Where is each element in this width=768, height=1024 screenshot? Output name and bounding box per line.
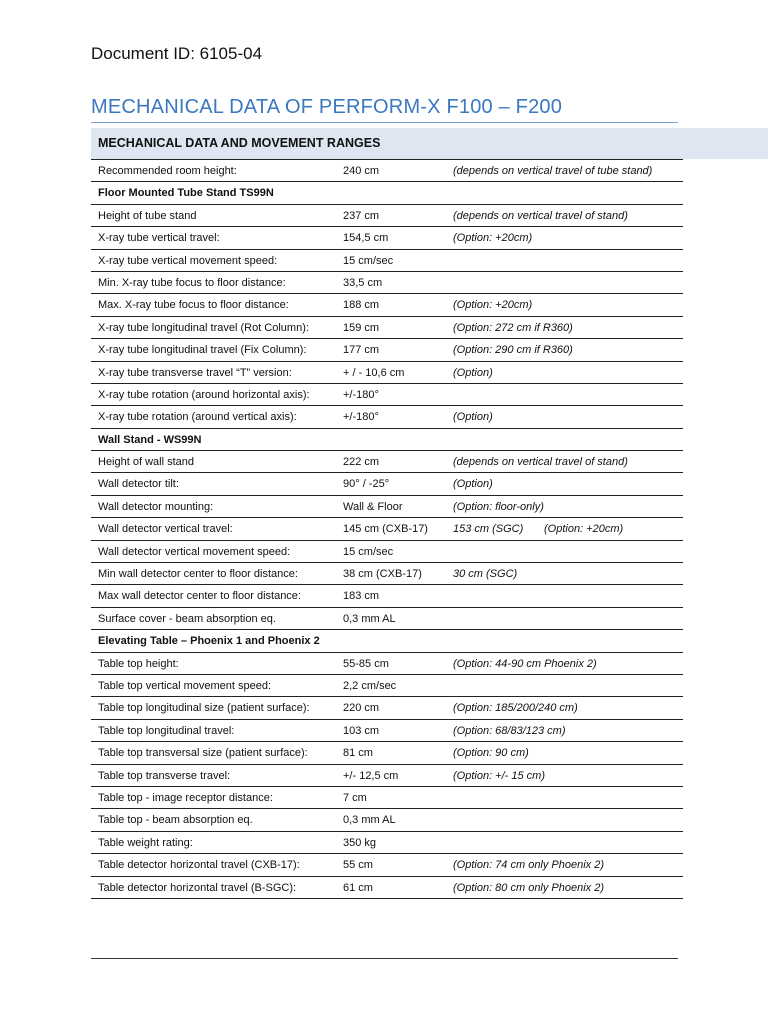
table-row (91, 809, 683, 831)
row-value: + / - 10,6 cm (343, 366, 405, 379)
table-section-row (91, 429, 683, 451)
row-label: Surface cover - beam absorption eq. (98, 612, 276, 625)
row-value: 220 cm (343, 702, 380, 715)
row-label: Height of wall stand (98, 456, 194, 469)
table-row (91, 518, 683, 540)
row-value: 0,3 mm AL (343, 612, 396, 625)
row-note: (Option: 185/200/240 cm) (453, 702, 578, 715)
row-label: Wall detector vertical travel: (98, 523, 233, 536)
row-label: Max wall detector center to floor distance: (98, 590, 301, 603)
table-row (91, 563, 683, 585)
table-row (91, 877, 683, 899)
row-label: Table top transversal size (patient surface): (98, 747, 308, 760)
table-row (91, 541, 683, 563)
row-label: Min wall detector center to floor distance: (98, 568, 298, 581)
row-value: 145 cm (CXB-17) (343, 523, 428, 536)
row-value: +/-180° (343, 388, 379, 401)
row-label: Table top longitudinal size (patient surface): (98, 702, 310, 715)
row-note: (Option: 272 cm if R360) (453, 321, 573, 334)
row-label: Wall detector vertical movement speed: (98, 545, 291, 558)
row-label: Wall detector tilt: (98, 478, 179, 491)
row-value: 177 cm (343, 344, 380, 357)
row-note: (Option: floor-only) (453, 500, 544, 513)
row-value: 33,5 cm (343, 276, 383, 289)
page-title: MECHANICAL DATA OF PERFORM-X F100 – F200 (91, 96, 563, 118)
row-section-title: Wall Stand - WS99N (98, 433, 202, 446)
row-note: (Option: 80 cm only Phoenix 2) (453, 881, 605, 894)
table-row (91, 384, 683, 406)
row-label: Table top longitudinal travel: (98, 724, 235, 737)
row-label: Table top vertical movement speed: (98, 679, 272, 692)
row-note: (depends on vertical travel of tube stand) (453, 165, 653, 177)
row-label: X-ray tube vertical travel: (98, 232, 220, 245)
table-row (91, 832, 683, 854)
footer-rule (91, 958, 678, 959)
row-value: 222 cm (343, 456, 380, 469)
table-row (91, 294, 683, 316)
row-label: Table weight rating: (98, 836, 193, 849)
table-row (91, 205, 683, 227)
row-note: (Option) (453, 411, 493, 424)
row-note: (depends on vertical travel of stand) (453, 456, 628, 469)
row-value: 7 cm (343, 791, 367, 804)
row-label: X-ray tube rotation (around vertical axis): (98, 411, 297, 424)
row-note: (depends on vertical travel of stand) (453, 209, 628, 222)
row-label: Wall detector mounting: (98, 500, 214, 513)
table-row (91, 854, 683, 876)
section-heading: MECHANICAL DATA AND MOVEMENT RANGES (98, 136, 381, 150)
table-row (91, 406, 683, 428)
table-row (91, 160, 683, 182)
document-id: Document ID: 6105-04 (91, 44, 263, 63)
row-section-title: Floor Mounted Tube Stand TS99N (98, 187, 274, 200)
row-note: (Option: +20cm) (453, 232, 533, 245)
table-row (91, 451, 683, 473)
table-row (91, 362, 683, 384)
row-value: +/-180° (343, 411, 379, 424)
table-row (91, 585, 683, 607)
table-section-row (91, 630, 683, 652)
row-label: Table top - beam absorption eq. (98, 814, 253, 827)
row-value: 81 cm (343, 747, 373, 760)
row-value: 2,2 cm/sec (343, 679, 397, 692)
table-row (91, 496, 683, 518)
table-row (91, 317, 683, 339)
row-label: Max. X-ray tube focus to floor distance: (98, 299, 289, 312)
row-value: 237 cm (343, 209, 380, 222)
row-value: 103 cm (343, 724, 380, 737)
row-value: 38 cm (CXB-17) (343, 568, 422, 581)
row-value: Wall & Floor (343, 500, 403, 513)
row-value: 188 cm (343, 299, 380, 312)
table-row (91, 697, 683, 719)
table-row (91, 675, 683, 697)
row-value: 350 kg (343, 836, 377, 849)
row-note: (Option) (453, 366, 493, 379)
row-note: (Option: 68/83/123 cm) (453, 724, 566, 737)
row-value: 154,5 cm (343, 232, 389, 245)
row-note: (Option) (453, 478, 493, 491)
row-label: Min. X-ray tube focus to floor distance: (98, 276, 286, 289)
row-label: Table detector horizontal travel (CXB-17): (98, 859, 300, 872)
row-label: X-ray tube transverse travel “T” version: (98, 366, 292, 379)
table-row (91, 250, 683, 272)
table-section-row (91, 182, 683, 204)
table-row (91, 272, 683, 294)
row-value: 0,3 mm AL (343, 814, 396, 827)
row-label: X-ray tube longitudinal travel (Rot Column): (98, 321, 309, 334)
row-label: Table detector horizontal travel (B-SGC): (98, 881, 297, 894)
table-row (91, 787, 683, 809)
title-underline (91, 122, 678, 123)
row-label: X-ray tube longitudinal travel (Fix Column): (98, 344, 307, 357)
row-value: 55 cm (343, 859, 373, 872)
row-note-extra: (Option: +20cm) (544, 523, 624, 536)
row-label: Table top transverse travel: (98, 769, 231, 782)
table-row (91, 653, 683, 675)
spec-table (91, 159, 683, 899)
row-label: X-ray tube vertical movement speed: (98, 254, 278, 267)
row-note: 153 cm (SGC) (453, 523, 524, 536)
row-label: Recommended room height: (98, 165, 237, 177)
row-note: 30 cm (SGC) (453, 568, 518, 581)
table-row (91, 608, 683, 630)
table-row (91, 720, 683, 742)
row-note: (Option: 290 cm if R360) (453, 344, 573, 357)
table-row (91, 339, 683, 361)
table-row (91, 227, 683, 249)
row-label: X-ray tube rotation (around horizontal axis): (98, 388, 310, 401)
row-label: Table top height: (98, 657, 179, 670)
table-row (91, 742, 683, 764)
section-heading-band (91, 128, 768, 159)
row-note: (Option: +/- 15 cm) (453, 769, 546, 782)
table-row (91, 473, 683, 495)
row-value: 15 cm/sec (343, 545, 394, 558)
row-value: 183 cm (343, 590, 380, 603)
row-value: 90° / -25° (343, 478, 390, 491)
row-note: (Option: 74 cm only Phoenix 2) (453, 859, 605, 872)
row-value: 240 cm (343, 165, 380, 177)
row-note: (Option: 44-90 cm Phoenix 2) (453, 657, 597, 670)
row-section-title: Elevating Table – Phoenix 1 and Phoenix 2 (98, 635, 320, 648)
row-note: (Option: +20cm) (453, 299, 533, 312)
row-value: 15 cm/sec (343, 254, 394, 267)
row-value: 55-85 cm (343, 657, 389, 670)
row-note: (Option: 90 cm) (453, 747, 529, 760)
table-row (91, 765, 683, 787)
row-value: 159 cm (343, 321, 380, 334)
row-label: Table top - image receptor distance: (98, 791, 273, 804)
row-value: 61 cm (343, 881, 373, 894)
row-value: +/- 12,5 cm (343, 769, 399, 782)
row-label: Height of tube stand (98, 209, 197, 222)
